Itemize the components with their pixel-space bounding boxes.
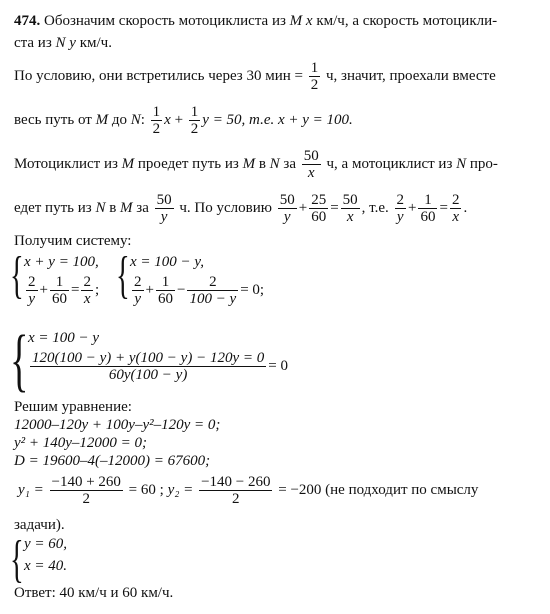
unit-kmh-2: км/ч. (79, 35, 112, 51)
fraction-numerator: 1 (50, 274, 69, 291)
moto-text-4: за (283, 155, 297, 172)
fraction-numerator: 2 (396, 192, 405, 208)
fraction-denominator: 2 (310, 77, 319, 93)
fraction-50-x (341, 192, 360, 225)
system-1-eq-2: $\frac{2}{y}$ + $\frac{1}{60}$ = $\frac{2}{x}$ ; (28, 274, 100, 307)
fraction-25-60 (309, 192, 328, 225)
fraction-numerator: 2 (451, 192, 460, 208)
fraction-numerator: 2 (187, 274, 238, 291)
task-tail: задачи). (14, 517, 65, 533)
fraction-numerator: 25 (311, 192, 327, 208)
intro-line-1 (14, 12, 497, 30)
var-N: N (55, 35, 66, 51)
answer-eq-1: y = 60, (24, 536, 68, 552)
te-text: , т.е. (361, 199, 389, 216)
fraction-numerator: 50 (279, 192, 295, 208)
var-N: N (130, 111, 141, 128)
solve-label: Решим уравнение: (14, 399, 132, 415)
fraction-denominator: 2 (152, 121, 161, 137)
fraction-2-x (81, 274, 93, 307)
path-text: весь путь от (14, 111, 92, 128)
var-N: N (456, 155, 467, 172)
fraction-denominator: y (134, 291, 142, 307)
brace-icon: { (116, 247, 130, 304)
fraction-numerator: 2 (28, 274, 36, 290)
y1-label: y₁ = (18, 481, 44, 498)
condition-line (14, 60, 496, 93)
fraction-numerator: 1 (156, 274, 175, 291)
equation-c: D = 19600–4(–12000) = 67600; (14, 453, 211, 469)
fraction-denominator: 2 (190, 121, 199, 137)
fraction-denominator: 60y(100 − y) (108, 367, 188, 383)
eq-zero: = 0; (240, 281, 265, 298)
moto-line-2: едет путь из N в M за $\frac{50}{y}$ ч. По условию $\frac{50}{y}$ + $\frac{25}{60}$ = $\frac{50}{x}$ , т.е. $\frac{2}{y}$ + $\frac{1}{60}$ = $\frac{2}{x}$ . (14, 192, 468, 225)
intro-text-1: Обозначим скорость мотоциклиста из (44, 13, 286, 29)
moto-text-5: ч, а мотоциклист из (326, 155, 453, 172)
fraction-denominator: y (160, 209, 168, 225)
equation-b: y² + 140y–12000 = 0; (14, 435, 148, 451)
semicolon: ; (94, 281, 100, 298)
fraction-numerator: 2 (83, 274, 91, 290)
y2-label: y₂ = (167, 481, 194, 498)
moto-line-1 (14, 148, 498, 181)
var-M: M (95, 111, 109, 128)
moto-text-2: проедет путь из (137, 155, 239, 172)
fraction-y2 (199, 474, 272, 507)
system-3-eq-1: x = 100 − y (28, 330, 100, 346)
fraction-denominator: x (452, 209, 460, 225)
system-label: Получим систему: (14, 233, 132, 249)
fraction-numerator: 1 (190, 104, 199, 120)
big-fraction (30, 350, 266, 383)
condition-text-2: ч, значит, проехали вместе (325, 67, 496, 84)
answer-eq-2: x = 40. (24, 558, 68, 574)
fraction-half (309, 60, 321, 93)
fraction-denominator: x (307, 165, 315, 181)
answer-text: Ответ: 40 км/ч и 60 км/ч. (14, 585, 174, 601)
var-M: M (121, 155, 135, 172)
path-text-2: до (111, 111, 127, 128)
intro-text-3: ста из (14, 35, 52, 51)
var-M: M (289, 13, 303, 29)
var-y: y (69, 35, 76, 51)
moto-text-6: про- (469, 155, 498, 172)
var-x: x (164, 111, 171, 128)
fraction-numerator: −140 + 260 (51, 474, 121, 490)
var-x: x (305, 13, 313, 29)
fraction-denominator: y (283, 209, 291, 225)
system-2-eq-2: $\frac{2}{y}$ + $\frac{1}{60}$ − $\frac{2}{100 - y}$ = 0; (134, 274, 265, 307)
path-line: весь путь от M до N: $\frac{1}{2}$ x + $\frac{1}{2}$ y = 50, т.е. x + y = 100. (14, 104, 353, 137)
system-1-eq-1: x + y = 100, (24, 254, 99, 270)
colon: : (140, 111, 145, 128)
fraction-denominator: 60 (51, 291, 67, 307)
fraction-numerator: 1 (310, 60, 319, 76)
system-3-eq-2 (28, 350, 288, 383)
eq-zero: = 0 (268, 357, 288, 374)
fraction-numerator: 120(100 − y) + y(100 − y) − 120y = 0 (32, 350, 265, 366)
intro-text-2: а скорость мотоцикли- (352, 13, 498, 29)
roots-line (18, 474, 478, 507)
path-equation: y = 50, т.е. (202, 111, 275, 128)
moto-text-9: за (136, 199, 149, 216)
y2-result: = −200 (не подходит по смыслу (278, 481, 479, 498)
fraction-denominator: 2 (232, 491, 240, 507)
fraction-denominator: y (28, 291, 36, 307)
fraction-1-60 (50, 274, 69, 307)
fraction-numerator: 2 (134, 274, 142, 290)
fraction-denominator: 2 (82, 491, 90, 507)
brace-icon: { (10, 247, 24, 304)
fraction-denominator: 60 (420, 209, 436, 225)
var-N: N (95, 199, 106, 216)
var-M: M (242, 155, 256, 172)
moto-text-3: в (258, 155, 266, 172)
condition-text: По условию, они встретились через 30 мин = (14, 67, 303, 84)
intro-line-2 (14, 34, 112, 52)
fraction-denominator: x (83, 291, 91, 307)
fraction-denominator: x (346, 209, 354, 225)
unit-kmh: км/ч, (316, 13, 349, 29)
system-2-eq-1: x = 100 − y, (130, 254, 204, 270)
fraction-2-y (395, 192, 407, 225)
fraction-denominator: 100 − y (189, 291, 237, 307)
fraction-numerator: 50 (342, 192, 358, 208)
fraction-50-y (278, 192, 297, 225)
fraction-1-60 (156, 274, 175, 307)
fraction-y1 (50, 474, 123, 507)
moto-text-7: едет путь из (14, 199, 92, 216)
fraction-denominator: y (396, 209, 404, 225)
fraction-2-x (450, 192, 462, 225)
fraction-numerator: −140 − 260 (201, 474, 271, 490)
var-M: M (120, 199, 133, 216)
var-N: N (269, 155, 280, 172)
fraction-2-y (26, 274, 38, 307)
problem-number: 474. (14, 13, 41, 29)
fraction-numerator: 50 (156, 192, 172, 208)
brace-icon: { (10, 531, 24, 588)
fraction-50-x (302, 148, 321, 181)
fraction-denominator: 60 (311, 209, 327, 225)
moto-text-8: в (109, 199, 117, 216)
fraction-half (151, 104, 163, 137)
moto-text-10: ч. По условию (179, 199, 272, 216)
y1-result: = 60 ; (128, 481, 164, 498)
brace-icon: { (10, 322, 29, 399)
fraction-numerator: 50 (303, 148, 319, 164)
equation-a: 12000–120y + 100y–y²–120y = 0; (14, 417, 221, 433)
fraction-denominator: 60 (157, 291, 173, 307)
fraction-50-y (155, 192, 174, 225)
sum-equation: x + y = 100. (277, 111, 353, 128)
moto-text: Мотоциклист из (14, 155, 118, 172)
fraction-numerator: 1 (152, 104, 161, 120)
fraction-2-y (132, 274, 144, 307)
fraction-numerator: 1 (418, 192, 437, 209)
fraction-2-100-y (187, 274, 238, 307)
fraction-1-60 (418, 192, 437, 225)
fraction-half (189, 104, 201, 137)
